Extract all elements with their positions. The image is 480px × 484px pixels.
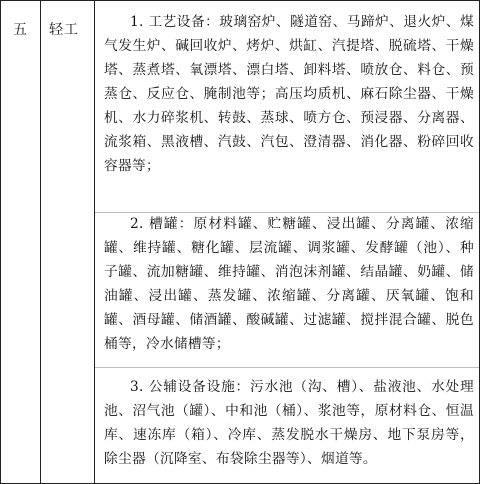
- category-label: 轻工: [49, 22, 79, 38]
- category-cell: [41, 1, 95, 483]
- row-number-cell: [1, 1, 41, 483]
- process-equipment-text: 1. 工艺设备：玻璃窑炉、隧道窑、马蹄炉、退火炉、煤气发生炉、碱回收炉、烤炉、烘缸、汽提塔、脱硫塔、干燥塔、蒸煮塔、氧漂塔、漂白塔、卸料塔、喷放仓、料仓、预蒸仓、反应仓、腌制池等；高压均质机、麻石除尘器、干燥机、水力碎浆机、转鼓、蒸球、喷方仓、预浸器、分离器、流浆箱、黑液槽、汽鼓、汽包、澄清器、消化器、粉碎回收容器等；: [104, 14, 474, 174]
- section-divider: [95, 367, 479, 368]
- equipment-list-cell: [95, 1, 479, 483]
- tanks-text: 2. 槽罐：原材料罐、贮糖罐、浸出罐、分离罐、浓缩罐、维持罐、糖化罐、层流罐、调浆罐、发酵罐（池）、种子罐、流加糖罐、维持罐、消泡沫剂罐、结晶罐、奶罐、储油罐、浸出罐、蒸发罐、浓缩罐、分离罐、厌氧罐、饱和罐、酒母罐、储酒罐、酸碱罐、过滤罐、搅拌混合罐、脱色桶等，冷水储槽等；: [104, 216, 474, 352]
- utility-facilities-text: 3. 公辅设备设施：污水池（沟、槽）、盐液池、水处理池、沼气池（罐）、中和池（桶）、浆池等，原材料仓、恒温库、速冻库（箱）、冷库、蒸发脱水干燥房、地下泵房等，除尘器（沉降室、布袋除尘器等）、烟道等。: [104, 379, 474, 467]
- row-number: 五: [13, 22, 28, 38]
